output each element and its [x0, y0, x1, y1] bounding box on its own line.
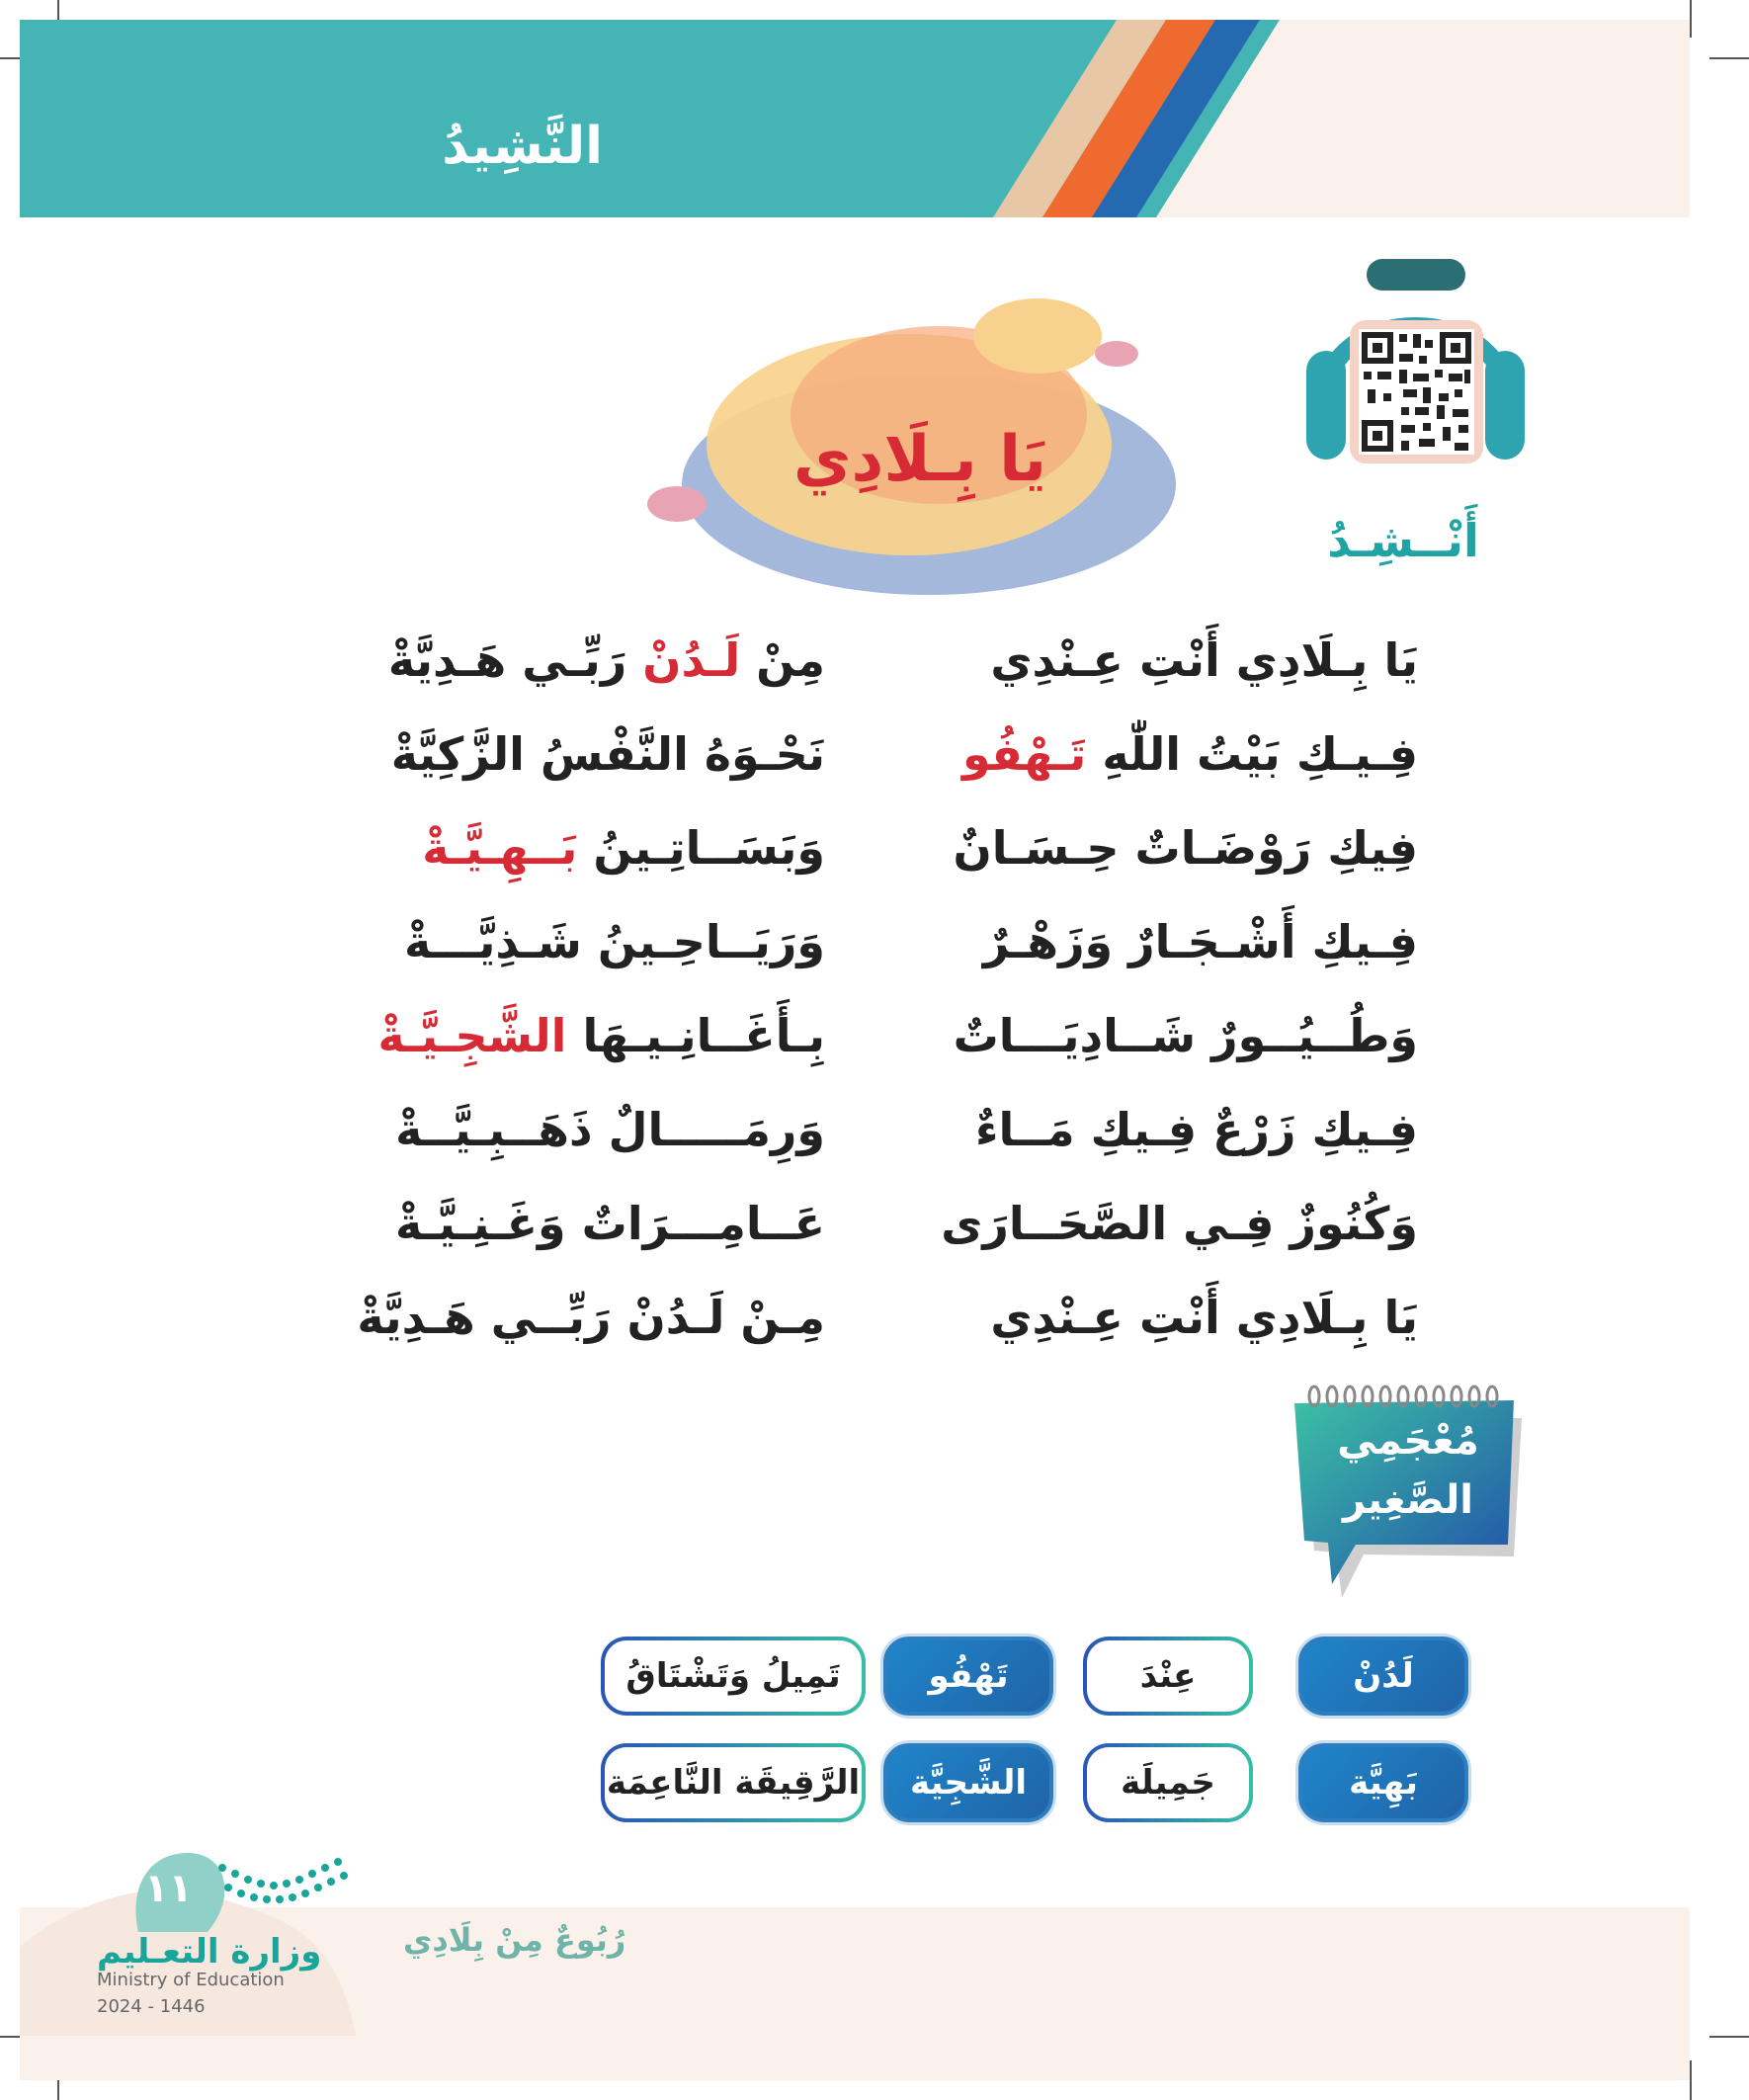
crop-mark [1690, 2060, 1692, 2100]
headphones-qr-icon[interactable] [1304, 257, 1527, 469]
verse-2-right [962, 724, 1418, 784]
dictionary-title-line1: مُعْجَمِي [1337, 1418, 1479, 1464]
glossary-word-bahiyya: بَهِيَّة [1298, 1743, 1468, 1822]
verse-4-left: وَرَيَــاحِـينُ شَـذِيَّـــةْ [404, 915, 825, 968]
verse-8-left: مِـنْ لَـدُنْ رَبِّــي هَـدِيَّةْ [357, 1291, 825, 1344]
glossary-meaning-raqiqa: الرَّقِيقَة النَّاعِمَة [601, 1743, 866, 1822]
page-number: ١١ [144, 1866, 193, 1911]
glossary-word-ladun: لَدُنْ [1298, 1637, 1468, 1716]
highlight-word: لَـدُنْ [642, 633, 741, 687]
verse-8-right: يَا بِـلَادِي أَنْتِ عِـنْدِي [990, 1291, 1418, 1344]
verse-6-left: وَرِمَـــــالٌ ذَهَــبِـيَّــةْ [395, 1103, 825, 1156]
ministry-name-english: Ministry of Education [97, 1970, 285, 1990]
verse-7-left: عَــامِـــرَاتٌ وَغَـنِـيَّـةْ [394, 1197, 825, 1250]
crop-mark [1690, 0, 1692, 38]
verse-5-left-text: بِـأَغَــانِـيـهَا [566, 1009, 825, 1062]
verse-3-right: فِيكِ رَوْضَـاتٌ حِـسَـانٌ [953, 821, 1418, 875]
glossary-word-shajiyya: الشَّجِيَّة [883, 1743, 1053, 1822]
verse-6-right: فِـيكِ زَرْعٌ فِـيكِ مَــاءٌ [974, 1103, 1418, 1156]
glossary-word-tahfu: تَهْفُو [883, 1637, 1053, 1716]
verse-3-left [422, 818, 825, 878]
glossary-meaning-tamil: تَمِيلُ وَتَشْتَاقُ [601, 1637, 866, 1716]
song-title: يَا بِـلَادِي [792, 423, 1047, 496]
verse-4-right: فِـيكِ أَشْـجَـارٌ وَزَهْـرٌ [982, 915, 1418, 968]
verse-1-left [388, 630, 825, 690]
glossary-meaning-inda: عِنْدَ [1083, 1637, 1253, 1716]
verse-2-left: نَحْـوَهُ النَّفْسُ الزَّكِيَّةْ [390, 727, 825, 781]
highlight-word: بَــهِـيَّـةْ [422, 821, 578, 875]
academic-year: 2024 - 1446 [97, 1996, 206, 2017]
verse-1-left-text-end: رَبِّـي هَـدِيَّةْ [387, 633, 643, 687]
section-title: النَّشِيدُ [442, 117, 603, 176]
crop-mark [1709, 2036, 1749, 2038]
verse-7-right: وَكُنُوزٌ فِـي الصَّحَــارَى [941, 1197, 1418, 1250]
verse-2-right-text: فِـيـكِ بَيْتُ اللّٰهِ [1086, 727, 1418, 781]
verse-1-left-text: مِنْ [740, 633, 825, 687]
dictionary-title-line2: الصَّغِير [1343, 1477, 1473, 1523]
verse-3-left-text: وَبَسَــاتِـينُ [577, 821, 825, 875]
highlight-word: الشَّجِـيَّـةْ [377, 1009, 567, 1062]
footer-unit-title: رُبُوعٌ مِنْ بِلَادِي [403, 1921, 626, 1959]
header-stripes [20, 20, 1690, 217]
highlight-word: تَـهْفُو [962, 727, 1087, 781]
glossary-meaning-jamila: جَمِيلَة [1083, 1743, 1253, 1822]
ministry-name-arabic: وزارة التعـليم [97, 1932, 322, 1972]
header-band [20, 20, 1690, 217]
verse-5-right: وَطُــيُــورٌ شَــادِيَـــاتٌ [953, 1009, 1418, 1062]
recite-label: أَنْــشِـدُ [1327, 514, 1479, 567]
verse-1-right: يَا بِـلَادِي أَنْتِ عِـنْدِي [990, 633, 1418, 687]
verse-5-left [377, 1006, 825, 1065]
crop-mark [1709, 57, 1749, 59]
dictionary-badge [1285, 1379, 1532, 1586]
